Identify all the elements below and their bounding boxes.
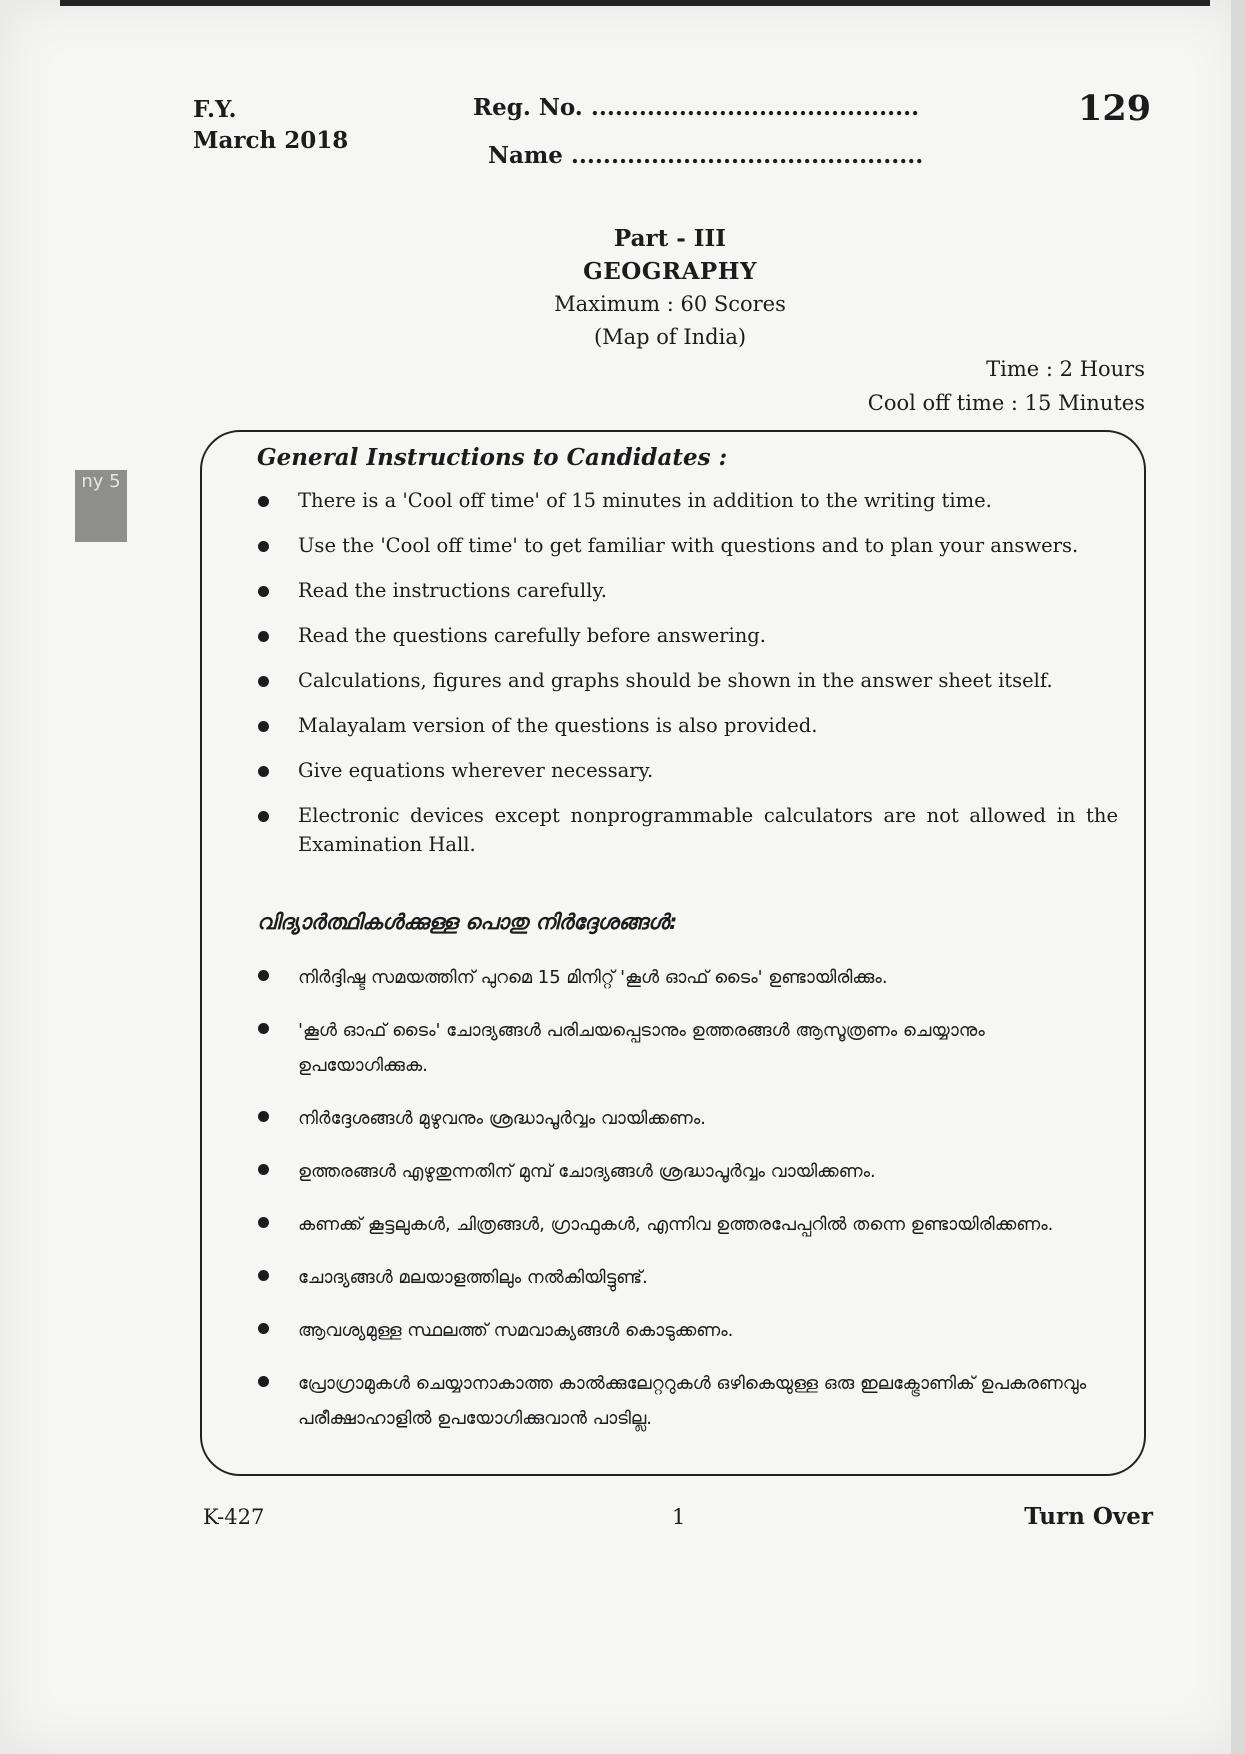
bullet-icon [258,721,269,732]
subject-title: GEOGRAPHY [583,258,757,285]
list-item: Give equations wherever necessary. [298,756,1118,785]
bullet-icon [258,1217,269,1228]
session-label: March 2018 [193,127,349,154]
part-title: Part - III [613,225,727,252]
list-item: നിർദ്ദേശങ്ങൾ മുഴുവനും ശ്രദ്ധാപൂർവ്വം വായിക്കണം. [298,1101,1118,1136]
list-item: Calculations, figures and graphs should be shown in the answer sheet itself. [298,666,1118,695]
list-item: There is a 'Cool off time' of 15 minutes in addition to the writing time. [298,486,1118,515]
page-number: 1 [672,1505,686,1529]
instructions-list-en [298,486,1118,875]
bullet-icon [258,541,269,552]
list-item: കണക്ക് കൂട്ടലുകൾ, ചിത്രങ്ങൾ, ഗ്രാഫുകൾ, എന്നിവ ഉത്തരപേപ്പറിൽ തന്നെ ഉണ്ടായിരിക്കണം. [298,1207,1118,1242]
paper-note: (Map of India) [593,325,747,349]
name-field: Name ............................................ [488,142,924,169]
list-item: ആവശ്യമുള്ള സ്ഥലത്ത് സമവാക്യങ്ങൾ കൊടുക്കണം. [298,1313,1118,1348]
bullet-icon [258,1270,269,1281]
reg-no-field: Reg. No. ......................................... [473,94,920,121]
list-item: Read the instructions carefully. [298,576,1118,605]
bullet-icon [258,631,269,642]
list-item: നിർദ്ദിഷ്ട സമയത്തിന് പുറമെ 15 മിനിറ്റ് 'കൂൾ ഓഫ് ടൈം' ഉണ്ടായിരിക്കും. [298,960,1118,995]
list-item: Malayalam version of the questions is also provided. [298,711,1118,740]
bullet-icon [258,970,269,981]
bullet-icon [258,1164,269,1175]
scan-right-edge [1231,0,1245,1754]
time-label: Time : 2 Hours [986,357,1145,381]
exam-series-block [193,94,348,156]
bullet-icon [258,586,269,597]
list-item: ഉത്തരങ്ങൾ എഴുതുന്നതിന് മുമ്പ് ചോദ്യങ്ങൾ ശ്രദ്ധാപൂർവ്വം വായിക്കണം. [298,1154,1118,1189]
instructions-list-ml [298,960,1118,1454]
list-item: Electronic devices except nonprogrammable calculators are not allowed in the Examination Hall. [298,801,1118,859]
footer-code: K-427 [203,1505,265,1529]
list-item: Use the 'Cool off time' to get familiar with questions and to plan your answers. [298,531,1118,560]
list-item: ചോദ്യങ്ങൾ മലയാളത്തിലും നൽകിയിട്ടുണ്ട്. [298,1260,1118,1295]
scan-top-edge [60,0,1210,6]
instructions-heading-en: General Instructions to Candidates : [257,444,728,471]
bullet-icon [258,1376,269,1387]
list-item: Read the questions carefully before answering. [298,621,1118,650]
instructions-heading-ml: വിദ്യാർത്ഥികൾക്കുള്ള പൊതു നിർദ്ദേശങ്ങൾ: [257,910,678,934]
bullet-icon [258,811,269,822]
maximum-scores: Maximum : 60 Scores [554,292,786,316]
cool-off-label: Cool off time : 15 Minutes [867,391,1145,415]
list-item: പ്രോഗ്രാമുകൾ ചെയ്യാനാകാത്ത കാൽക്കുലേറ്ററുകൾ ഒഴികെയുള്ള ഒരു ഇലക്ട്രോണിക് ഉപകരണവും പരീക്ഷാഹാളിൽ ഉപയോഗിക്കുവാൻ പാടില്ല. [298,1366,1118,1436]
bullet-icon [258,766,269,777]
bullet-icon [258,676,269,687]
bullet-icon [258,1323,269,1334]
timing-block [868,352,1145,420]
series-label: F.Y. [193,96,237,123]
paper-code: 129 [1078,88,1152,129]
list-item: 'കൂൾ ഓഫ് ടൈം' ചോദ്യങ്ങൾ പരിചയപ്പെടാനും ഉത്തരങ്ങൾ ആസൂത്രണം ചെയ്യാനും ഉപയോഗിക്കുക. [298,1013,1118,1083]
instructions-box [200,430,1146,1476]
turn-over-label: Turn Over [1024,1503,1153,1530]
bullet-icon [258,496,269,507]
bullet-icon [258,1111,269,1122]
side-stamp: ny 5 [75,470,127,542]
bullet-icon [258,1023,269,1034]
